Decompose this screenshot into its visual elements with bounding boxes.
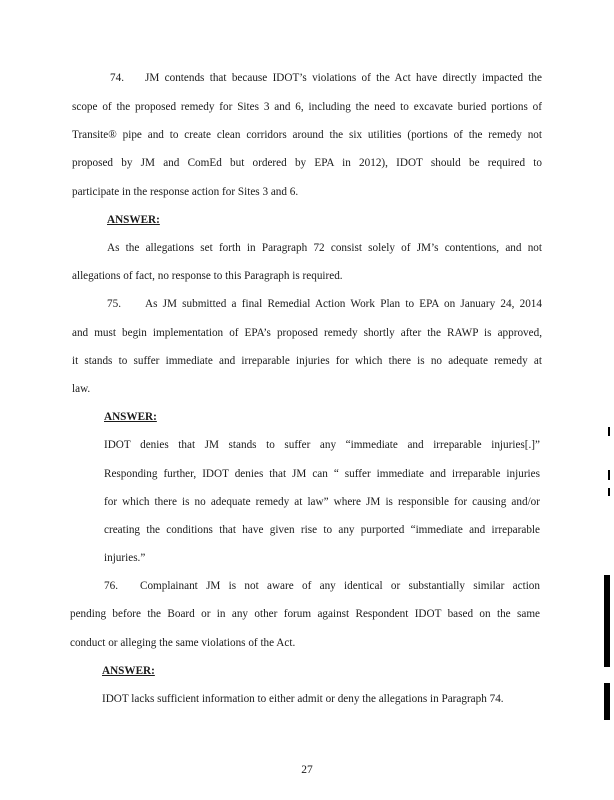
answer-heading: ANSWER: [104, 411, 157, 423]
scan-mark [604, 683, 610, 720]
paragraph-line: Transite® pipe and to create clean corridors around the six utilities (portions of the remedy not [72, 129, 542, 141]
scan-mark [608, 488, 610, 496]
paragraph-number: 75. [107, 298, 121, 310]
paragraph-line: JM contends that because IDOT’s violations of the Act have directly impacted the [145, 72, 542, 84]
paragraph-line: pending before the Board or in any other forum against Respondent IDOT based on the same [70, 608, 540, 620]
paragraph-line: As JM submitted a final Remedial Action Work Plan to EPA on January 24, 2014 [145, 298, 542, 310]
answer-line: IDOT denies that JM stands to suffer any “immediate and irreparable injuries[.]” [104, 439, 540, 451]
paragraph-number: 76. [104, 580, 118, 592]
paragraph-line: it stands to suffer immediate and irreparable injuries for which there is no adequate remedy at [72, 355, 542, 367]
paragraph-line: participate in the response action for Sites 3 and 6. [72, 186, 299, 198]
page-number: 27 [301, 764, 313, 776]
paragraph-line: law. [72, 383, 91, 395]
answer-line: IDOT lacks sufficient information to either admit or deny the allegations in Paragraph 74. [102, 693, 504, 705]
scan-mark [604, 575, 610, 667]
answer-line: creating the conditions that have given rise to any purported “immediate and irreparable [104, 524, 540, 536]
paragraph-line: Complainant JM is not aware of any identical or substantially similar action [140, 580, 540, 592]
paragraph-line: and must begin implementation of EPA’s proposed remedy shortly after the RAWP is approved, [72, 327, 542, 339]
paragraph-number: 74. [110, 72, 124, 84]
paragraph-line: scope of the proposed remedy for Sites 3 and 6, including the need to excavate buried portions of [72, 101, 542, 113]
answer-heading: ANSWER: [102, 665, 155, 677]
scan-mark [608, 470, 610, 480]
answer-line: Responding further, IDOT denies that JM can “ suffer immediate and irreparable injuries [104, 468, 540, 480]
answer-line: injuries.” [104, 552, 146, 564]
answer-line: allegations of fact, no response to this Paragraph is required. [72, 270, 343, 282]
answer-heading: ANSWER: [107, 214, 160, 226]
paragraph-line: proposed by JM and ComEd but ordered by EPA in 2012), IDOT should be required to [72, 157, 542, 169]
answer-line: As the allegations set forth in Paragraph 72 consist solely of JM’s contentions, and not [107, 242, 542, 254]
answer-line: for which there is no adequate remedy at law” where JM is responsible for causing and/or [104, 496, 540, 508]
paragraph-line: conduct or alleging the same violations of the Act. [70, 637, 296, 649]
scan-mark [608, 427, 610, 436]
